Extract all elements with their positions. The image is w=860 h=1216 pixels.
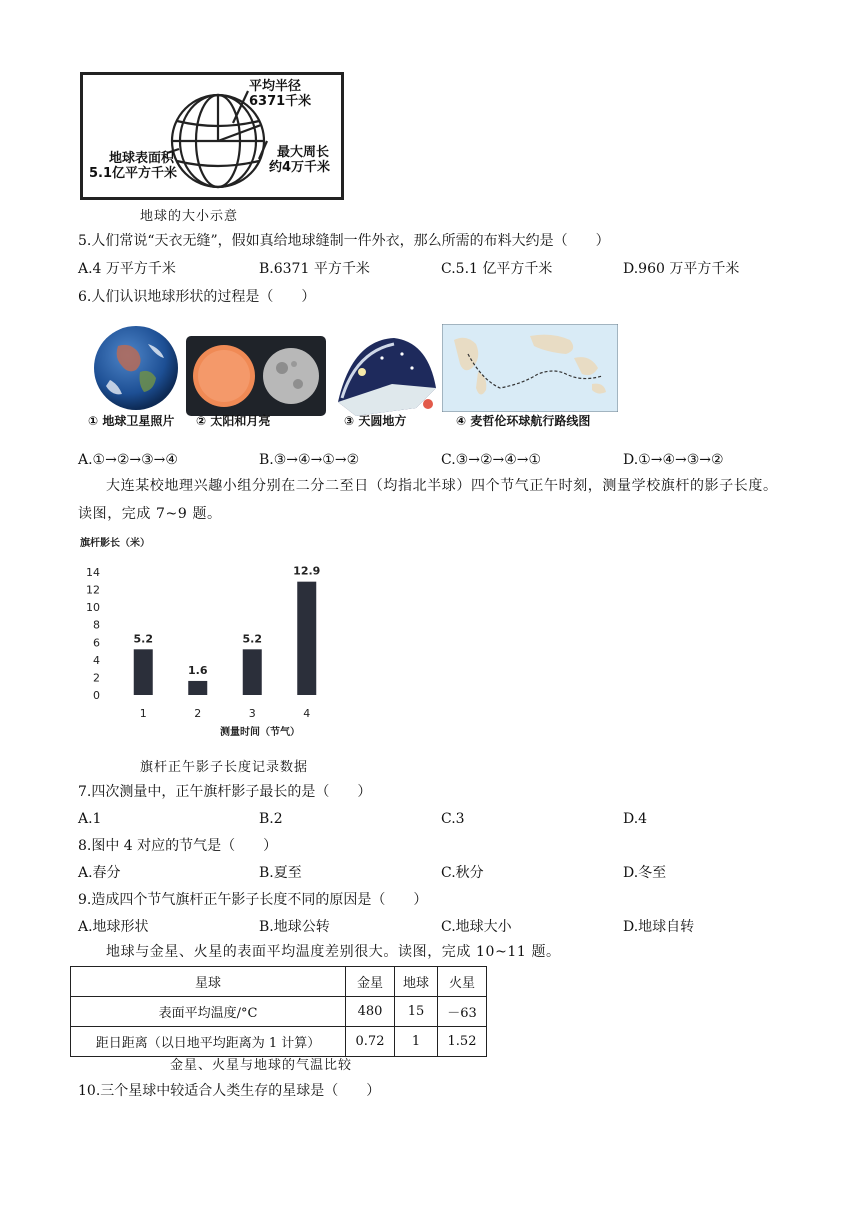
option-c[interactable]: C.5.1 亿平方千米	[441, 261, 553, 277]
y-tick-label: 12	[86, 583, 100, 597]
data-label: 5.2	[242, 632, 262, 646]
table-header-cell: 星球	[71, 967, 346, 997]
option-d[interactable]: D.①→④→③→②	[623, 452, 724, 468]
question-7-options	[78, 809, 778, 829]
circumference-label: 最大周长 约4万千米	[269, 145, 331, 175]
question-10-stem: 10.三个星球中较适合人类生存的星球是（ ）	[78, 1083, 381, 1099]
y-tick-label: 4	[93, 653, 100, 667]
option-d[interactable]: D.960 万平方千米	[623, 261, 740, 277]
x-tick-label: 2	[194, 707, 202, 720]
bar	[188, 681, 207, 695]
y-tick-label: 10	[86, 601, 100, 615]
sun-and-moon-icon	[186, 336, 326, 416]
table-cell: 距日距离（以日地平均距离为 1 计算）	[71, 1027, 346, 1057]
option-b[interactable]: B.6371 平方千米	[259, 261, 370, 277]
option-a[interactable]: A.①→②→③→④	[78, 452, 178, 468]
option-b[interactable]: B.地球公转	[259, 919, 330, 935]
earth-shape-photo-strip	[78, 318, 618, 438]
option-c[interactable]: C.地球大小	[441, 919, 512, 935]
option-a[interactable]: A.4 万平方千米	[78, 261, 176, 277]
option-b[interactable]: B.③→④→①→②	[259, 452, 360, 468]
option-a[interactable]: A.1	[78, 811, 102, 827]
image-2-label: ② 太阳和月亮	[196, 414, 271, 428]
option-d[interactable]: D.地球自转	[623, 919, 695, 935]
table-cell: 1.52	[438, 1027, 487, 1057]
table-header-cell: 地球	[395, 967, 438, 997]
question-6-options	[78, 450, 778, 470]
image-1-label: ① 地球卫星照片	[88, 414, 175, 428]
question-6-stem: 6.人们认识地球形状的过程是（ ）	[78, 289, 316, 305]
y-axis-label: 旗杆影长（米）	[80, 538, 150, 549]
table-cell: 1	[395, 1027, 438, 1057]
table-header-cell: 火星	[438, 967, 487, 997]
table-cell: －63	[438, 997, 487, 1027]
question-8-stem: 8.图中 4 对应的节气是（ ）	[78, 838, 278, 854]
option-d[interactable]: D.4	[623, 811, 648, 827]
earth-size-figure	[80, 72, 344, 200]
radius-label: 平均半径 6371千米	[249, 79, 312, 109]
data-label: 5.2	[133, 632, 153, 646]
question-9-stem: 9.造成四个节气旗杆正午影子长度不同的原因是（ ）	[78, 892, 428, 908]
y-tick-label: 0	[93, 689, 100, 702]
table-cell: 表面平均温度/°C	[71, 997, 346, 1027]
earth-figure-caption: 地球的大小示意	[140, 209, 239, 224]
x-axis-label: 测量时间（节气）	[220, 727, 300, 738]
bar	[243, 649, 262, 695]
question-9-options	[78, 917, 778, 937]
y-tick-label: 2	[93, 671, 100, 685]
intro-questions-10-11: 地球与金星、火星的表面平均温度差别很大。读图，完成 10~11 题。	[106, 944, 561, 960]
table-cell: 480	[346, 997, 395, 1027]
x-tick-label: 3	[248, 707, 256, 720]
question-5-options	[78, 259, 778, 279]
earth-satellite-photo-icon	[88, 324, 184, 412]
table-row	[71, 997, 487, 1027]
table-cell: 15	[395, 997, 438, 1027]
data-label: 1.6	[188, 663, 208, 677]
table-header-cell: 金星	[346, 967, 395, 997]
image-4-label: ④ 麦哲伦环球航行路线图	[456, 414, 591, 428]
option-b[interactable]: B.夏至	[259, 865, 302, 881]
bar	[134, 649, 153, 695]
y-tick-label: 8	[93, 618, 100, 632]
intro-questions-7-9: 大连某校地理兴趣小组分别在二分二至日（均指北半球）四个节气正午时刻，测量学校旗杆的影子长度。读图，完成 7~9 题。	[78, 478, 778, 522]
heaven-round-earth-square-icon	[332, 332, 440, 418]
question-7-stem: 7.四次测量中，正午旗杆影子最长的是（ ）	[78, 784, 372, 800]
bar	[297, 582, 316, 695]
option-c[interactable]: C.秋分	[441, 865, 484, 881]
planet-comparison-table	[70, 966, 487, 1057]
option-d[interactable]: D.冬至	[623, 865, 667, 881]
x-tick-label: 4	[303, 707, 311, 720]
option-c[interactable]: C.③→②→④→①	[441, 452, 542, 468]
bar-chart-svg	[78, 532, 340, 742]
chart-caption: 旗杆正午影子长度记录数据	[140, 760, 309, 775]
option-a[interactable]: A.春分	[78, 865, 121, 881]
table-row	[71, 1027, 487, 1057]
y-tick-label: 14	[86, 566, 100, 579]
data-label: 12.9	[293, 564, 321, 578]
table-caption: 金星、火星与地球的气温比较	[170, 1058, 353, 1073]
image-3-label: ③ 天圆地方	[344, 414, 407, 428]
question-8-options	[78, 863, 778, 883]
surface-area-label: 地球表面积 5.1亿平方千米	[89, 151, 178, 181]
table-cell: 0.72	[346, 1027, 395, 1057]
magellan-route-map-icon	[442, 324, 618, 412]
question-5-stem: 5.人们常说“天衣无缝”，假如真给地球缝制一件外衣，那么所需的布料大约是（ ）	[78, 233, 610, 249]
y-tick-label: 6	[93, 636, 100, 650]
x-tick-label: 1	[139, 707, 147, 720]
option-b[interactable]: B.2	[259, 811, 283, 827]
option-c[interactable]: C.3	[441, 811, 465, 827]
option-a[interactable]: A.地球形状	[78, 919, 149, 935]
shadow-length-chart	[78, 532, 340, 742]
table-header-row	[71, 967, 487, 997]
